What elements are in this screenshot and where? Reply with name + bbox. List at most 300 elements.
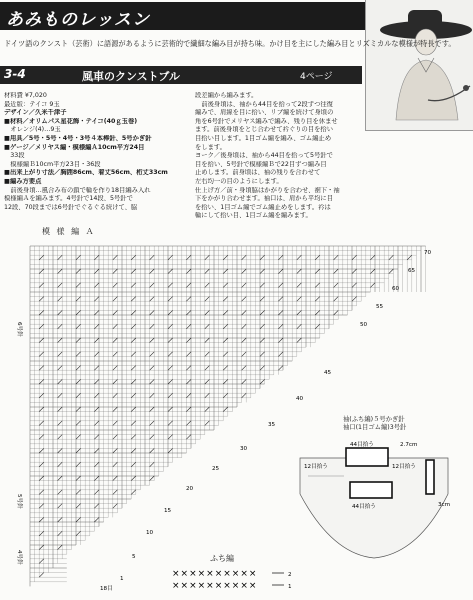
neck-box bbox=[346, 448, 388, 466]
stitch-symbol bbox=[58, 448, 63, 453]
pattern-name: 風車のクンストブル bbox=[82, 70, 180, 83]
stitch-symbol bbox=[278, 269, 283, 274]
stitch-symbol bbox=[113, 352, 118, 357]
stitch-symbol bbox=[315, 310, 320, 315]
stitch-symbol bbox=[94, 352, 99, 357]
stitch-symbol bbox=[150, 324, 155, 329]
stitch-symbol bbox=[58, 531, 63, 536]
stitch-symbol bbox=[58, 366, 63, 371]
stitch-symbol bbox=[131, 310, 136, 315]
stitch-symbol bbox=[39, 435, 44, 440]
row-label: 15 bbox=[164, 508, 172, 514]
stitch-symbol bbox=[242, 255, 247, 260]
stitch-symbol bbox=[113, 462, 118, 467]
stitch-symbol bbox=[58, 393, 63, 398]
instruction-line: 左右均一の目のようにします。 bbox=[195, 177, 283, 185]
stitch-symbol bbox=[223, 297, 228, 302]
materials-line: ■編み方要点 bbox=[4, 177, 42, 185]
stitch-symbol bbox=[186, 269, 191, 274]
stitch-symbol bbox=[113, 504, 118, 509]
stitch-symbol bbox=[39, 545, 44, 550]
stitch-symbol bbox=[39, 559, 44, 564]
stitch-symbol bbox=[113, 476, 118, 481]
stitch-symbol bbox=[150, 435, 155, 440]
row-label: 70 bbox=[424, 250, 432, 256]
stitch-symbol bbox=[334, 269, 339, 274]
stitch-symbol bbox=[58, 324, 63, 329]
stitch-symbol bbox=[39, 269, 44, 274]
stitch-symbol bbox=[297, 255, 302, 260]
measurement-label: 2.7cm bbox=[400, 442, 418, 448]
stitch-symbol bbox=[39, 310, 44, 315]
stitch-symbol bbox=[76, 407, 81, 412]
stitch-symbol bbox=[260, 255, 265, 260]
stitch-symbol bbox=[278, 338, 283, 343]
stitch-symbol bbox=[150, 462, 155, 467]
stitch-symbol bbox=[168, 352, 173, 357]
stitch-symbol bbox=[205, 269, 210, 274]
stitch-symbol bbox=[223, 393, 228, 398]
stitch-symbol bbox=[150, 338, 155, 343]
materials-column bbox=[4, 92, 186, 212]
stitch-symbol bbox=[39, 573, 44, 578]
materials-line: 33段 bbox=[4, 152, 25, 160]
instruction-line: 目拾い目します。1目ゴム編を編み、ゴム編止め bbox=[195, 134, 332, 142]
materials-line: ■用具／5号・5号・4号・3号４本棒針、5号かぎ針 bbox=[4, 134, 152, 142]
stitch-symbol bbox=[242, 283, 247, 288]
stitch-symbol bbox=[278, 324, 283, 329]
stitch-symbol bbox=[260, 352, 265, 357]
stitch-symbol bbox=[150, 407, 155, 412]
model-illustration bbox=[366, 0, 473, 130]
stitch-symbol bbox=[352, 283, 357, 288]
materials-line: オレンジ(4)…9玉 bbox=[4, 126, 61, 134]
stitch-symbol bbox=[407, 255, 412, 260]
stitch-symbol bbox=[352, 269, 357, 274]
stitch-symbol bbox=[113, 283, 118, 288]
cuff-label: 袖口(1目ゴム編)3号針 bbox=[343, 424, 407, 431]
right-pickup-label: 12目拾う bbox=[392, 464, 416, 470]
stitch-symbol bbox=[94, 393, 99, 398]
stitch-symbol bbox=[113, 435, 118, 440]
stitch-symbol bbox=[260, 324, 265, 329]
stitch-symbol bbox=[113, 269, 118, 274]
stitch-symbol bbox=[58, 283, 63, 288]
materials-line: 12段、70段までは6号針でぐるぐる続けて、脇 bbox=[4, 203, 138, 211]
stitch-symbol bbox=[334, 283, 339, 288]
stitch-symbol bbox=[58, 435, 63, 440]
stitch-symbol bbox=[94, 269, 99, 274]
stitch-symbol bbox=[39, 476, 44, 481]
chart-label: 模 様 編 Ａ bbox=[42, 227, 96, 236]
title-bar bbox=[0, 2, 370, 30]
stitch-symbol bbox=[150, 476, 155, 481]
stitch-symbol bbox=[168, 269, 173, 274]
measurement-label-2: 3cm bbox=[438, 502, 451, 508]
stitch-symbol bbox=[297, 324, 302, 329]
stitch-symbol bbox=[260, 310, 265, 315]
stitch-symbol bbox=[94, 324, 99, 329]
instruction-line: 段差編から編みます。 bbox=[195, 92, 258, 99]
stitch-symbol bbox=[39, 504, 44, 509]
stitch-symbol bbox=[76, 490, 81, 495]
stitch-symbol bbox=[39, 462, 44, 467]
stitch-symbol bbox=[39, 407, 44, 412]
stitch-symbol bbox=[39, 379, 44, 384]
row-label: 65 bbox=[408, 268, 416, 274]
stitch-symbol bbox=[58, 379, 63, 384]
stitch-symbol bbox=[94, 448, 99, 453]
row-label: 35 bbox=[268, 422, 276, 428]
stitch-symbol bbox=[223, 352, 228, 357]
stitch-symbol bbox=[94, 517, 99, 522]
stitch-symbol bbox=[113, 448, 118, 453]
stitch-symbol bbox=[131, 448, 136, 453]
stitch-symbol bbox=[168, 407, 173, 412]
left-pickup-label: 12目拾う bbox=[304, 464, 328, 470]
stitch-symbol bbox=[39, 531, 44, 536]
pattern-page-ref: 4ページ bbox=[300, 72, 333, 82]
stitch-symbol bbox=[39, 393, 44, 398]
stitch-symbol bbox=[131, 352, 136, 357]
stitch-symbol bbox=[205, 255, 210, 260]
stitch-symbol bbox=[131, 338, 136, 343]
stitch-symbol bbox=[150, 352, 155, 357]
edging-label: ふち編 bbox=[210, 554, 234, 563]
stitch-symbol bbox=[168, 324, 173, 329]
side-label-needle: 4号針 bbox=[16, 550, 22, 565]
side-label-needle: 6号針 bbox=[16, 322, 22, 337]
stitch-symbol bbox=[168, 448, 173, 453]
stitch-symbol bbox=[205, 379, 210, 384]
row-label: 20 bbox=[186, 486, 194, 492]
stitch-symbol bbox=[186, 366, 191, 371]
instruction-line: 角を6号針でメリヤス編みで編み、残り目を休ませ bbox=[195, 117, 338, 125]
stitch-symbol bbox=[113, 393, 118, 398]
stitch-symbol bbox=[94, 407, 99, 412]
stitch-symbol bbox=[39, 255, 44, 260]
stitch-symbol bbox=[223, 283, 228, 288]
stitch-symbol bbox=[260, 297, 265, 302]
materials-line: ■ゲージ／メリヤス編・模様編Ａ10cm平方24目 bbox=[4, 143, 145, 151]
body-box bbox=[350, 482, 392, 498]
stitch-symbol bbox=[58, 517, 63, 522]
stitch-symbol bbox=[58, 421, 63, 426]
pattern-number: 3-4 bbox=[4, 67, 26, 81]
stitch-symbol bbox=[76, 310, 81, 315]
stitch-symbol bbox=[76, 366, 81, 371]
stitch-symbol bbox=[113, 255, 118, 260]
stitch-symbol bbox=[278, 297, 283, 302]
materials-line: 模様編Ａを編みます。4号針で14段、5号針で bbox=[4, 195, 133, 203]
stitch-symbol bbox=[389, 255, 394, 260]
stitch-symbol bbox=[39, 352, 44, 357]
stitch-symbol bbox=[150, 448, 155, 453]
edging-chart bbox=[160, 566, 300, 596]
stitch-symbol bbox=[205, 407, 210, 412]
stitch-symbol bbox=[297, 297, 302, 302]
stitch-symbol bbox=[58, 462, 63, 467]
stitch-symbol bbox=[113, 297, 118, 302]
stitch-symbol bbox=[315, 269, 320, 274]
stitch-symbol bbox=[113, 310, 118, 315]
stitch-symbol bbox=[242, 269, 247, 274]
stitch-symbol bbox=[58, 504, 63, 509]
stitch-symbol bbox=[186, 421, 191, 426]
instruction-line: 輪にして拾い目、1目ゴム編を編みます。 bbox=[195, 212, 312, 220]
stitch-symbol bbox=[278, 310, 283, 315]
stitch-symbol bbox=[94, 421, 99, 426]
stitch-symbol bbox=[150, 255, 155, 260]
edging-row: ×××××××××× bbox=[172, 581, 258, 591]
edging-row-number: 2 bbox=[288, 572, 292, 578]
stitch-symbol bbox=[113, 421, 118, 426]
row-label: 55 bbox=[376, 304, 384, 310]
stitch-symbol bbox=[131, 435, 136, 440]
stitch-symbol bbox=[131, 393, 136, 398]
stitch-symbol bbox=[131, 407, 136, 412]
materials-line: ■出来上がり寸法／胸囲86cm、着丈56cm、桁丈33cm bbox=[4, 169, 168, 177]
stitch-symbol bbox=[150, 310, 155, 315]
stitch-symbol bbox=[58, 352, 63, 357]
stitch-symbol bbox=[223, 324, 228, 329]
stitch-symbol bbox=[168, 421, 173, 426]
stitch-symbol bbox=[260, 269, 265, 274]
stitch-symbol bbox=[186, 393, 191, 398]
edging-row: ×××××××××× bbox=[172, 569, 258, 579]
materials-line: デザイン／久米千津子 bbox=[4, 109, 67, 117]
stitch-symbol bbox=[186, 435, 191, 440]
model-photo bbox=[365, 0, 473, 131]
stitch-symbol bbox=[94, 462, 99, 467]
stitch-symbol bbox=[186, 379, 191, 384]
stitch-symbol bbox=[58, 476, 63, 481]
stitch-symbol bbox=[370, 255, 375, 260]
stitch-symbol bbox=[39, 490, 44, 495]
stitch-symbol bbox=[94, 297, 99, 302]
stitch-symbol bbox=[186, 324, 191, 329]
stitch-symbol bbox=[223, 407, 228, 412]
instruction-line: を拾い、1目ゴム編でゴム編止めをします。衿は bbox=[195, 203, 331, 211]
top-pickup-label: 44目拾う bbox=[350, 442, 374, 448]
row-label: 45 bbox=[324, 370, 332, 376]
stitch-symbol bbox=[334, 297, 339, 302]
stitch-symbol bbox=[186, 338, 191, 343]
stitch-symbol bbox=[76, 517, 81, 522]
stitch-symbol bbox=[260, 338, 265, 343]
stitch-symbol bbox=[242, 310, 247, 315]
stitch-symbol bbox=[205, 393, 210, 398]
stitch-symbol bbox=[168, 379, 173, 384]
stitch-symbol bbox=[168, 338, 173, 343]
instruction-line: 下をかがり合わせます。袖口は、肩から平均に目 bbox=[195, 195, 334, 203]
instruction-line: をします。 bbox=[195, 143, 226, 151]
stitch-symbol bbox=[278, 366, 283, 371]
stitch-symbol bbox=[352, 297, 357, 302]
stitch-symbol bbox=[242, 393, 247, 398]
stitch-symbol bbox=[39, 421, 44, 426]
stitch-symbol bbox=[131, 462, 136, 467]
stitch-symbol bbox=[76, 531, 81, 536]
row-label: 50 bbox=[360, 322, 368, 328]
instructions-column bbox=[195, 92, 371, 221]
stitch-symbol bbox=[278, 255, 283, 260]
stitch-symbol bbox=[186, 407, 191, 412]
stitch-symbol bbox=[297, 283, 302, 288]
stitch-symbol bbox=[242, 379, 247, 384]
bottom-pickup-label: 44目拾う bbox=[352, 504, 376, 510]
stitch-symbol bbox=[131, 476, 136, 481]
stitch-symbol bbox=[168, 283, 173, 288]
stitch-symbol bbox=[168, 393, 173, 398]
stitch-symbol bbox=[113, 407, 118, 412]
stitch-symbol bbox=[389, 269, 394, 274]
stitch-symbol bbox=[131, 297, 136, 302]
stitch-symbol bbox=[94, 310, 99, 315]
stitch-symbol bbox=[242, 352, 247, 357]
yoke-diagram bbox=[288, 436, 468, 566]
stitch-symbol bbox=[223, 310, 228, 315]
stitch-symbol bbox=[168, 435, 173, 440]
stitch-symbol bbox=[260, 366, 265, 371]
stitch-symbol bbox=[352, 255, 357, 260]
stitch-symbol bbox=[186, 283, 191, 288]
stitch-symbol bbox=[131, 379, 136, 384]
stitch-symbol bbox=[58, 545, 63, 550]
row-label: 40 bbox=[296, 396, 304, 402]
stitch-symbol bbox=[76, 269, 81, 274]
intro-text: ドイツ語のクンスト（芸術）に語源があるように芸術的で繊細な編み目が持ち味。かけ目を主にした編み目とリズミカルな模様が特長です。 bbox=[4, 39, 456, 48]
stitch-symbol bbox=[113, 338, 118, 343]
stitch-symbol bbox=[94, 255, 99, 260]
stitch-symbol bbox=[76, 393, 81, 398]
row-label: 1 bbox=[120, 576, 124, 582]
stitch-symbol bbox=[315, 324, 320, 329]
stitch-symbol bbox=[76, 283, 81, 288]
stitch-symbol bbox=[94, 435, 99, 440]
stitch-symbol bbox=[39, 448, 44, 453]
stitch-symbol bbox=[131, 366, 136, 371]
stitch-symbol bbox=[94, 338, 99, 343]
stitch-symbol bbox=[58, 310, 63, 315]
stitch-symbol bbox=[297, 310, 302, 315]
stitch-symbol bbox=[76, 435, 81, 440]
stitch-symbol bbox=[94, 366, 99, 371]
stitch-symbol bbox=[76, 297, 81, 302]
stitch-symbol bbox=[278, 352, 283, 357]
stitch-symbol bbox=[113, 366, 118, 371]
stitch-symbol bbox=[260, 379, 265, 384]
materials-line: ■材料／オリムパス星花飾・テイコ(40ｇ玉巻) bbox=[4, 117, 138, 125]
row-label: 60 bbox=[392, 286, 400, 292]
stitch-symbol bbox=[150, 366, 155, 371]
stitch-symbol bbox=[39, 338, 44, 343]
stitch-symbol bbox=[94, 283, 99, 288]
stitch-symbol bbox=[76, 476, 81, 481]
row-label: 25 bbox=[212, 466, 220, 472]
materials-line: 模様編Ｂ10cm平方23目・36段 bbox=[4, 160, 101, 168]
stitch-symbol bbox=[76, 462, 81, 467]
sleeve-label: 袖(ふち編)５号かぎ針 bbox=[343, 416, 405, 423]
stitch-symbol bbox=[297, 269, 302, 274]
stitch-symbol bbox=[150, 283, 155, 288]
stitch-symbol bbox=[39, 517, 44, 522]
stitch-symbol bbox=[223, 255, 228, 260]
stitch-symbol bbox=[242, 366, 247, 371]
stitch-symbol bbox=[58, 338, 63, 343]
stitch-symbol bbox=[186, 352, 191, 357]
stitch-symbol bbox=[76, 379, 81, 384]
stitch-symbol bbox=[131, 490, 136, 495]
stitch-symbol bbox=[94, 379, 99, 384]
stitch-symbol bbox=[150, 421, 155, 426]
stitch-symbol bbox=[39, 324, 44, 329]
stitch-symbol bbox=[39, 366, 44, 371]
stitch-symbol bbox=[315, 255, 320, 260]
stitch-symbol bbox=[278, 283, 283, 288]
stitch-symbol bbox=[334, 255, 339, 260]
stitch-symbol bbox=[370, 283, 375, 288]
stitch-symbol bbox=[168, 297, 173, 302]
stitch-symbol bbox=[113, 490, 118, 495]
stitch-symbol bbox=[131, 269, 136, 274]
stitch-symbol bbox=[242, 297, 247, 302]
stitch-symbol bbox=[205, 352, 210, 357]
stitch-symbol bbox=[168, 310, 173, 315]
stitch-symbol bbox=[242, 338, 247, 343]
stitch-symbol bbox=[76, 421, 81, 426]
pattern-header bbox=[0, 66, 362, 84]
stitch-symbol bbox=[168, 366, 173, 371]
row-label: 5 bbox=[132, 554, 136, 560]
instruction-line: 止めします。前身頃は、袖の残りを合わせて bbox=[195, 169, 321, 177]
cuff-box bbox=[426, 460, 434, 494]
stitch-symbol bbox=[58, 407, 63, 412]
stitch-symbol bbox=[94, 476, 99, 481]
series-title: あみものレッスン bbox=[6, 10, 150, 30]
stitch-symbol bbox=[205, 338, 210, 343]
instruction-line: 編みで、肩線を目に拾い、リブ編を続けて身頃の bbox=[195, 109, 334, 117]
bottom-stitch-label: 18目 bbox=[100, 586, 113, 592]
stitch-symbol bbox=[223, 379, 228, 384]
instruction-line: ヨーク／後身頃は、袖から44目を拾って5号針で bbox=[195, 152, 333, 160]
stitch-symbol bbox=[223, 366, 228, 371]
stitch-symbol bbox=[260, 283, 265, 288]
stitch-symbol bbox=[76, 324, 81, 329]
stitch-symbol bbox=[334, 310, 339, 315]
stitch-symbol bbox=[76, 338, 81, 343]
stitch-symbol bbox=[76, 448, 81, 453]
stitch-symbol bbox=[39, 297, 44, 302]
stitch-symbol bbox=[150, 379, 155, 384]
instruction-line: ます。前後身頃をとじ合わせて衿ぐりの目を拾い bbox=[195, 126, 334, 134]
stitch-symbol bbox=[186, 297, 191, 302]
stitch-symbol bbox=[205, 366, 210, 371]
instruction-line: 目を拾い、5号針で模様編Ｂで22目ずつ編み目 bbox=[195, 160, 327, 168]
stitch-symbol bbox=[76, 255, 81, 260]
stitch-symbol bbox=[205, 324, 210, 329]
side-label-needle: 5号針 bbox=[16, 494, 22, 509]
stitch-symbol bbox=[297, 338, 302, 343]
instruction-line: 仕上げ方／前・身頃脇はかがりを合わせ、裾下・袖 bbox=[195, 186, 340, 194]
stitch-symbol bbox=[315, 283, 320, 288]
stitch-symbol bbox=[150, 269, 155, 274]
stitch-symbol bbox=[205, 283, 210, 288]
stitch-symbol bbox=[205, 421, 210, 426]
stitch-symbol bbox=[94, 504, 99, 509]
stitch-symbol bbox=[150, 393, 155, 398]
stitch-symbol bbox=[186, 255, 191, 260]
